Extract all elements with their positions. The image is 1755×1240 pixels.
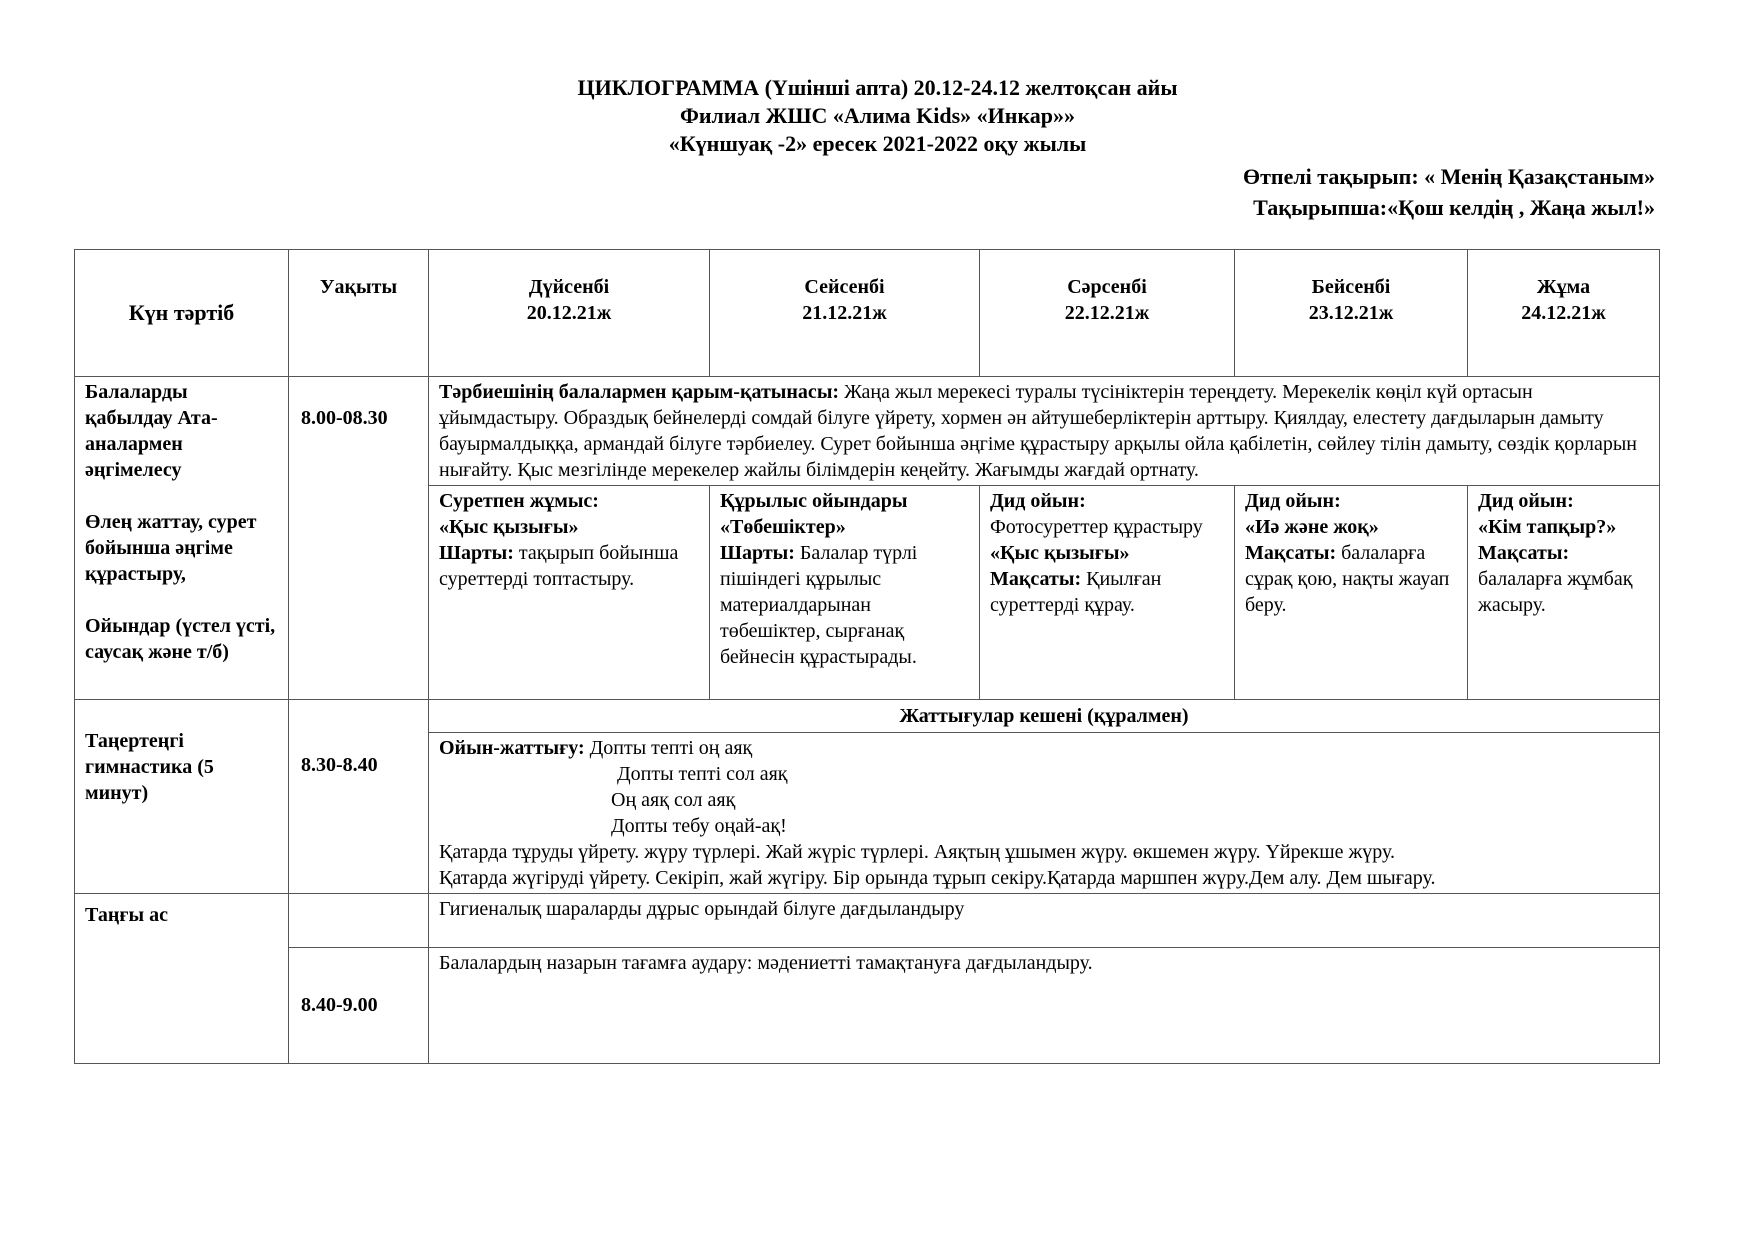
gymnastics-time: 8.30-8.40 xyxy=(289,700,429,894)
activity-text: балаларға жұмбақ жасыру. xyxy=(1478,568,1633,616)
activity-text: Балалар түрлі пішіндегі құрылыс материалдарынан төбешіктер, сырғанақ бейнесін құрастырады. xyxy=(720,542,918,668)
friday-activity xyxy=(1468,486,1660,700)
breakfast-time: 8.40-9.00 xyxy=(289,948,429,1064)
activity-goal-label: Мақсаты: xyxy=(1245,542,1337,564)
activity-text: Қиылған суреттерді құрау. xyxy=(990,568,1162,616)
reception-time: 8.00-08.30 xyxy=(289,377,429,700)
teacher-communication-cell xyxy=(429,377,1660,486)
exercise-complex-title: Жаттығулар кешені (құралмен) xyxy=(429,700,1660,733)
monday-activity xyxy=(429,486,710,700)
day-name: Сейсенбі xyxy=(804,276,885,298)
day-name: Сәрсенбі xyxy=(1067,276,1147,298)
poem-line-3: Оң аяқ сол аяқ xyxy=(611,789,736,811)
day-date: 20.12.21ж xyxy=(526,302,612,324)
meal-culture-text: Балалардың назарын тағамға аудару: мәдениетті тамақтануға дағдыландыру. xyxy=(429,948,1660,1064)
reception-comm-row xyxy=(75,377,1660,486)
column-time: Уақыты xyxy=(289,250,429,377)
activity-plain-text: Фотосуреттер құрастыру xyxy=(990,516,1203,538)
title-line-2: Филиал ЖШС «Алима Kids» «Инкар»» xyxy=(679,103,1076,128)
transitional-theme: Өтпелі тақырып: « Менің Қазақстаным» xyxy=(1242,164,1655,189)
activity-title: Дид ойын: xyxy=(1478,490,1574,512)
activity-text: тақырып бойынша суреттерді топтастыру. xyxy=(439,542,679,590)
activity-title: Құрылыс ойындары xyxy=(720,490,908,512)
activity-condition-label: Шарты: xyxy=(720,542,795,564)
communication-label: Тәрбиешінің балалармен қарым-қатынасы: xyxy=(439,381,840,403)
poem-label: Өлең жаттау, сурет бойынша әңгіме құрастыру, xyxy=(85,511,257,585)
breakfast-row-2 xyxy=(75,948,1660,1064)
thursday-activity xyxy=(1235,486,1468,700)
reception-label: Балаларды қабылдау Ата-аналармен әңгімелесу xyxy=(85,381,218,481)
activity-title: Дид ойын: xyxy=(1245,490,1341,512)
document-title xyxy=(0,74,1755,158)
activity-title: Дид ойын: xyxy=(990,490,1086,512)
day-name: Жұма xyxy=(1536,276,1591,298)
column-wednesday xyxy=(980,250,1235,377)
game-exercise-label: Ойын-жаттығу: xyxy=(439,737,585,759)
communication-text: Жаңа жыл мерекесі туралы түсініктерін тереңдету. Мерекелік көңіл күй ортасын ұйымдастыру. Образдық бейнелерді сомдай білуге үйрету, хормен ән айтушеберліктерін арттыру. Қиялдау, елестету дағдыларын дамыту бауырмалдыққа, армандай білуге тәрбиелеу. Сурет бойынша әңгіме құрастыру арқылы ойла қабілетін, сөйлеу тілін дамыту, сөздік қорларын нығайту. Қыс мезгілінде мерекелер жайлы білімдерін кеңейту. Жағымды жағдай ортнату. xyxy=(439,381,1637,481)
gymnastics-content xyxy=(429,733,1660,894)
schedule-table xyxy=(74,249,1660,1064)
breakfast-row-1 xyxy=(75,894,1660,948)
poem-line-4: Допты тебу оңай-ақ! xyxy=(611,815,787,837)
activity-subtitle: «Иә және жоқ» xyxy=(1245,516,1379,538)
activity-text: балаларға сұрақ қою, нақты жауап беру. xyxy=(1245,542,1450,616)
activity-subtitle: «Қыс қызығы» xyxy=(439,516,579,538)
poem-line-1: Допты тепті оң аяқ xyxy=(589,737,753,759)
table-header-row xyxy=(75,250,1660,377)
column-thursday xyxy=(1235,250,1468,377)
games-label: Ойындар (үстел үсті, саусақ және т/б) xyxy=(85,615,276,663)
sub-theme: Тақырыпша:«Қош келдің , Жаңа жыл!» xyxy=(1253,195,1655,220)
column-monday xyxy=(429,250,710,377)
activity-goal-label: Мақсаты: xyxy=(990,568,1082,590)
breakfast-label: Таңғы ас xyxy=(75,894,289,1064)
gymnastics-label: Таңертеңгі гимнастика (5 минут) xyxy=(75,700,289,894)
tuesday-activity xyxy=(710,486,980,700)
gymnastics-title-row xyxy=(75,700,1660,733)
column-tuesday xyxy=(710,250,980,377)
activity-condition-label: Шарты: xyxy=(439,542,514,564)
activity-subtitle: «Қыс қызығы» xyxy=(990,542,1130,564)
theme-block xyxy=(955,161,1655,223)
activity-title: Суретпен жұмыс: xyxy=(439,490,599,512)
activity-goal-label: Мақсаты: xyxy=(1478,542,1570,564)
poem-line-2: Допты тепті сол аяқ xyxy=(617,763,788,785)
title-line-1: ЦИКЛОГРАММА (Үшінші апта) 20.12-24.12 желтоқсан айы xyxy=(577,75,1178,100)
day-name: Дүйсенбі xyxy=(528,276,610,298)
day-name: Бейсенбі xyxy=(1311,276,1391,298)
day-date: 22.12.21ж xyxy=(1064,302,1150,324)
activity-subtitle: «Кім тапқыр?» xyxy=(1478,516,1617,538)
hygiene-text: Гигиеналық шараларды дұрыс орындай білуге дағдыландыру xyxy=(429,894,1660,948)
day-date: 24.12.21ж xyxy=(1521,302,1606,324)
reception-label-cell xyxy=(75,377,289,700)
column-friday xyxy=(1468,250,1660,377)
title-line-3: «Күншуақ -2» ересек 2021-2022 оқу жылы xyxy=(668,131,1087,156)
day-date: 23.12.21ж xyxy=(1308,302,1394,324)
gymnastics-text-1: Қатарда тұруды үйрету. жүру түрлері. Жай жүріс түрлері. Аяқтың ұшымен жүру. өкшемен жүру. Үйрекше жүру. xyxy=(439,841,1396,863)
column-schedule: Күн тәртіб xyxy=(75,250,289,377)
breakfast-time-empty xyxy=(289,894,429,948)
gymnastics-text-2: Қатарда жүгіруді үйрету. Секіріп, жай жүгіру. Бір орында тұрып секіру.Қатарда маршпен жүру.Дем алу. Дем шығару. xyxy=(439,867,1436,889)
activity-subtitle: «Төбешіктер» xyxy=(720,516,846,538)
wednesday-activity xyxy=(980,486,1235,700)
day-date: 21.12.21ж xyxy=(802,302,887,324)
